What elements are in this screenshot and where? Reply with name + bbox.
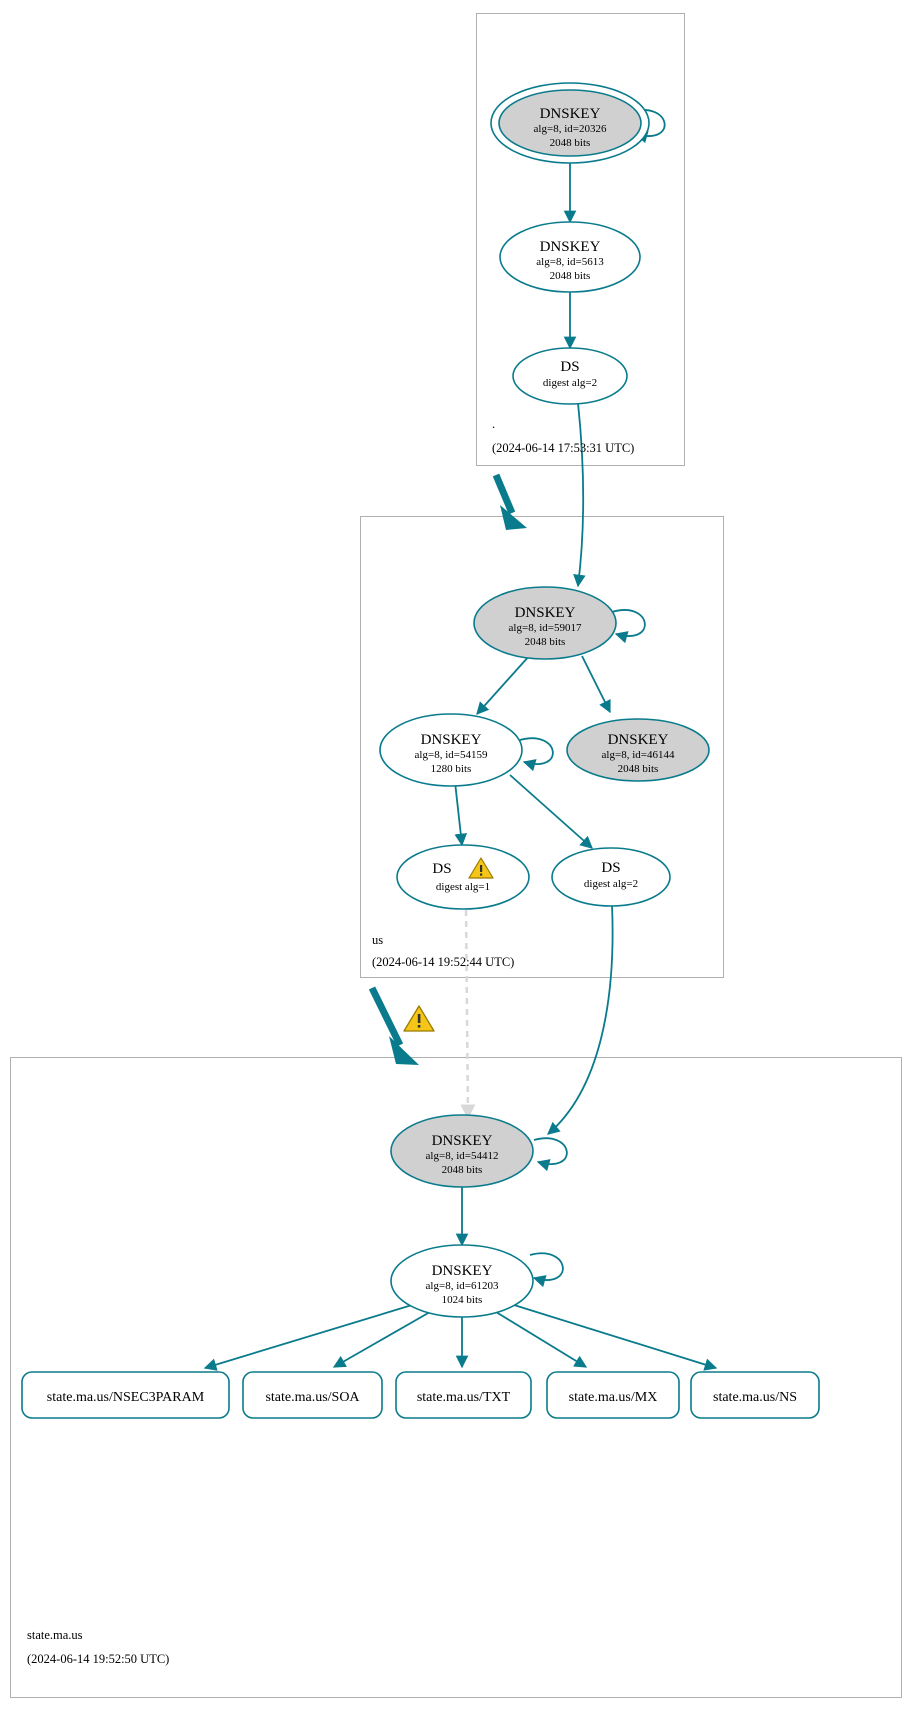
node-title: DNSKEY [539,106,601,122]
rrset-label: state.ma.us/NS [713,1390,797,1405]
node-title: DNSKEY [431,1133,493,1149]
rrset-nsec3param[interactable] [22,1372,229,1418]
zone-timestamp-root: (2024-06-14 17:53:31 UTC) [492,441,635,455]
zone-timestamp-us: (2024-06-14 19:52:44 UTC) [372,955,515,969]
node-line3: 2048 bits [549,270,591,282]
node-dnskey-us-54159[interactable] [380,714,522,786]
node-dnskey-root-20326[interactable] [491,83,649,163]
node-line3: 2048 bits [617,763,659,775]
rrset-label: state.ma.us/SOA [265,1390,360,1405]
rrset-label: state.ma.us/TXT [416,1390,511,1405]
node-ds-root-digest2[interactable] [513,348,627,404]
node-line2: digest alg=1 [435,881,491,893]
warning-triangle-icon-delegation [404,1006,434,1031]
node-title: DNSKEY [607,732,669,748]
node-line2: alg=8, id=20326 [533,123,607,135]
rrset-label: state.ma.us/NSEC3PARAM [46,1390,205,1405]
rrset-soa[interactable] [243,1372,382,1418]
zone-label-us: us [372,933,384,947]
rrset-txt[interactable] [396,1372,531,1418]
node-line3: 1024 bits [441,1294,483,1306]
node-title: DS [601,860,621,876]
zone-label-state-ma-us: state.ma.us [27,1628,83,1642]
node-line3: 1280 bits [430,763,472,775]
node-ds-us-digest1[interactable] [397,845,529,909]
node-line2: alg=8, id=46144 [601,749,675,761]
node-line3: 2048 bits [549,137,591,149]
node-title: DNSKEY [420,732,482,748]
zone-label-root: . [492,417,496,431]
node-line2: alg=8, id=54159 [414,749,488,761]
node-line2: alg=8, id=59017 [508,622,582,634]
node-dnskey-root-5613[interactable] [500,222,640,292]
node-dnskey-sma-54412[interactable] [391,1115,533,1187]
node-line3: 2048 bits [524,636,566,648]
node-title: DNSKEY [431,1263,493,1279]
node-dnskey-sma-61203[interactable] [391,1245,533,1317]
rrset-mx[interactable] [547,1372,679,1418]
rrset-label: state.ma.us/MX [568,1390,658,1405]
node-line2: digest alg=2 [542,377,598,389]
node-line2: alg=8, id=61203 [425,1280,499,1292]
node-title: DS [560,359,580,375]
rrset-ns[interactable] [691,1372,819,1418]
node-line2: alg=8, id=5613 [536,256,604,268]
node-line2: digest alg=2 [583,878,639,890]
node-title: DS [432,861,452,877]
node-dnskey-us-46144[interactable] [567,719,709,781]
node-line2: alg=8, id=54412 [425,1150,499,1162]
node-ds-us-digest2[interactable] [552,848,670,906]
zone-timestamp-state-ma-us: (2024-06-14 19:52:50 UTC) [27,1652,170,1666]
node-line3: 2048 bits [441,1164,483,1176]
node-title: DNSKEY [514,605,576,621]
node-dnskey-us-59017[interactable] [474,587,616,659]
node-title: DNSKEY [539,239,601,255]
